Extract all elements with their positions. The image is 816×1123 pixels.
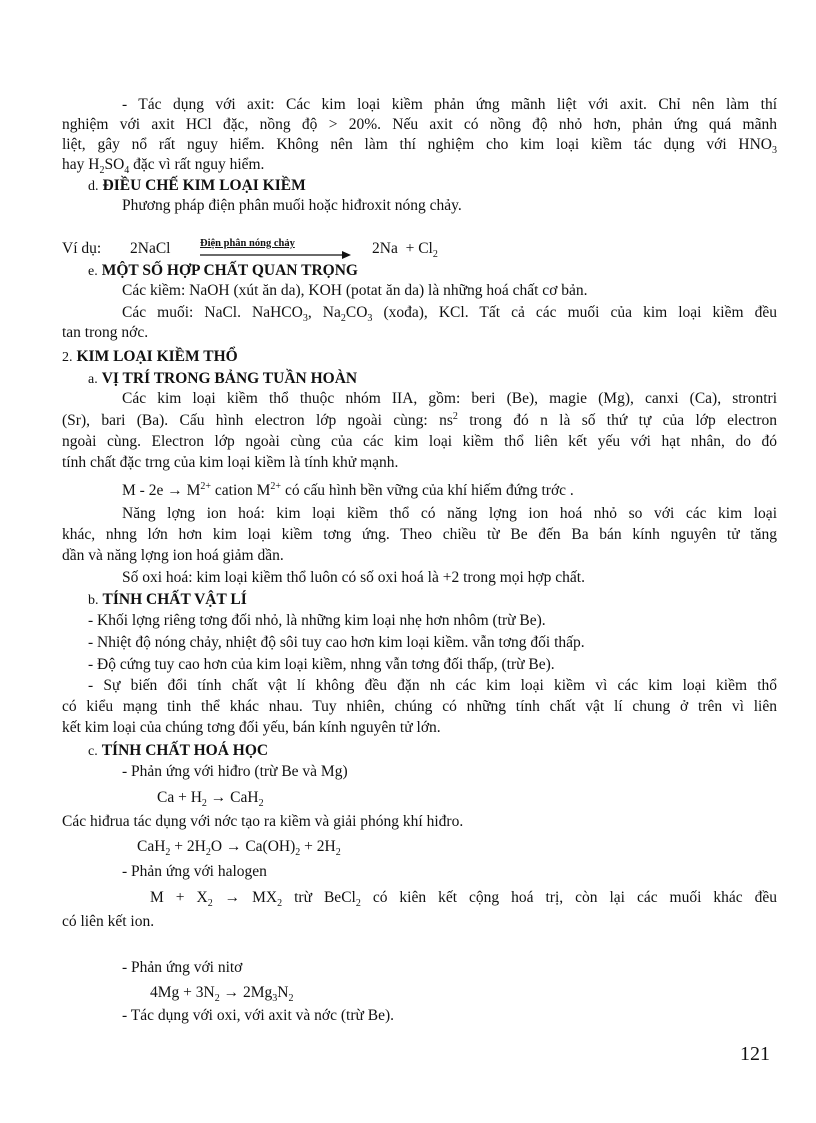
subscript: 3 [772,145,777,157]
text-span: - Phản ứng với halogen [122,863,267,880]
text-span: - Phản ứng với nitơ [122,959,243,976]
text-span: + 2H [300,838,336,855]
text-line [88,655,555,675]
text-line [122,762,348,782]
text-span: SO [104,156,125,173]
text-span: đặc vì rất nguy hiểm. [129,156,265,173]
text-span: 2Na [372,240,398,257]
text-line [122,568,585,588]
superscript: 2 [452,410,458,422]
text-line [122,196,462,216]
equation [157,788,264,808]
text-span: có kiên kết cộng hoá trị, còn lại các muối khác đều [360,889,778,906]
text-line [122,1006,394,1026]
heading-section-2 [62,347,238,368]
text-span: dần và năng lợng ion hoá giảm dần. [62,547,284,564]
subscript: 2 [165,847,171,859]
text-span: CaH [137,838,166,855]
heading-c [88,741,268,762]
equation-lhs: 2NaCl [130,240,171,257]
text-line [88,633,585,653]
heading-text: TÍNH CHẤT VẬT LÍ [102,591,247,608]
text-span: - Độ cứng tuy cao hơn của kim loại kiềm, nhng vẫn tơng đối thấp, (trừ Be). [88,656,555,673]
subscript: 2 [432,249,438,261]
text-line [62,697,777,717]
text-span: M + X [150,889,208,906]
heading-b [88,590,247,611]
heading-marker: b. [88,593,99,608]
text-span: trừ BeCl [294,889,356,906]
text-span: khác, nhng lớn hơn kim loại kiềm tơng ứng. Theo chiều từ Be đến Ba bán kính nguyên tử tăng [62,526,777,543]
arrow-icon: → [224,889,241,906]
arrow-icon: → [210,789,227,806]
text-line [122,958,242,978]
text-span: Các hiđrua tác dụng với nớc tạo ra kiềm và giải phóng khí hiđro. [62,813,464,830]
subscript: 3 [272,993,278,1005]
subscript: 2 [207,898,213,910]
subscript: 3 [367,313,373,325]
text-line [62,453,398,473]
subscript: 2 [295,847,301,859]
heading-a [88,369,357,390]
page-number: 121 [740,1043,770,1065]
text-span: + 2H [170,838,206,855]
text-span: Ca + H [157,789,202,806]
text-line [122,303,777,323]
text-line [62,432,777,452]
heading-text: ĐIỀU CHẾ KIM LOẠI KIỀM [102,177,306,194]
text-span: N [277,984,289,1001]
equation [150,983,293,1003]
text-span: - Sự biến đổi tính chất vật lí không đều đặn nh các kim loại kiềm vì các kim loại kiềm thổ [88,677,777,694]
heading-marker: a. [88,372,98,387]
heading-marker: c. [88,744,98,759]
heading-text: TÍNH CHẤT HOÁ HỌC [101,742,269,759]
subscript: 2 [205,847,211,859]
text-span: , Na [307,304,341,321]
subscript: 2 [258,798,264,810]
text-span: nghiệm với axit HCl đặc, nồng độ > 20%. Nếu axit có nồng độ nhỏ hơn, phản ứng quá mãnh [62,116,777,133]
text-span: M [182,482,201,499]
text-line [62,115,777,135]
text-line [62,718,441,738]
text-line [88,611,546,631]
text-span: - Tác dụng với oxi, với axit và nớc (trừ Be). [122,1007,395,1024]
heading-e [88,261,358,282]
text-span: 2Mg [239,984,273,1001]
text-span: - Tác dụng với axit: Các kim loại kiềm phản ứng mãnh liệt với axit. Chỉ nên làm thí [122,96,777,113]
text-span: có liên kết ion. [62,913,155,930]
text-line [62,411,777,431]
arrow-icon: → [223,984,240,1001]
text-span: kết kim loại của chúng tơng đối yếu, bán kính nguyên tử lớn. [62,719,441,736]
text-span: CO [345,304,368,321]
example-label: Ví dụ: [62,240,102,257]
text-span: - Phản ứng với hiđro (trừ Be và Mg) [122,763,348,780]
text-span: hay H [62,156,100,173]
text-line [150,888,777,908]
text-span: - Khối lợng riêng tơng đối nhỏ, là những kim loại nhẹ hơn nhôm (trừ Be). [88,612,546,629]
text-span: liệt, gây nổ rất nguy hiểm. Không nên làm thí nghiệm cho kim loại kiềm tác dụng với HNO [62,136,772,153]
text-line [122,862,267,882]
heading-text: VỊ TRÍ TRONG BẢNG TUẦN HOÀN [101,370,358,387]
subscript: 2 [288,993,294,1005]
text-span: O [210,838,226,855]
text-line [122,504,777,524]
superscript: 2+ [200,480,212,492]
subscript: 2 [340,313,346,325]
subscript: 2 [277,898,283,910]
text-line [88,676,777,696]
text-span: 4Mg + 3N [150,984,215,1001]
text-line [122,281,588,301]
text-span: ngoài cùng. Electron lớp ngoài cùng của các kim loại kiềm thổ liên kết yếu với hạt nhân, do đó [62,433,777,450]
subscript: 2 [214,993,220,1005]
text-span: Phương pháp điện phân muối hoặc hiđroxit nóng chảy. [122,197,462,214]
text-line [122,481,574,501]
text-line [62,812,463,832]
heading-marker: e. [88,264,98,279]
text-span: có cấu hình bền vững của khí hiếm đứng trớc . [281,482,574,499]
heading-d [88,176,306,197]
text-span: Ca(OH) [241,838,296,855]
text-span: có kiểu mạng tinh thể khác nhau. Tuy nhiên, chúng có những tính chất vật lí chung ở trên vì liên [62,698,777,715]
reaction-arrow-icon [200,250,352,260]
heading-marker: 2. [62,350,73,365]
text-span: tan trong nớc. [62,324,149,341]
equation-rhs [372,239,438,259]
text-span: CaH [226,789,259,806]
text-span: Năng lợng ion hoá: kim loại kiềm thổ có năng lợng ion hoá nhỏ so với các kim loại [122,505,777,522]
arrow-label: Điện phân nóng chảy [200,238,295,249]
heading-text: KIM LOẠI KIỀM THỔ [76,348,238,365]
text-line [62,546,284,566]
text-span: cation M [211,482,271,499]
text-line [122,95,777,115]
superscript: 2+ [270,480,282,492]
text-span: (xođa), KCl. Tất cả các muối của kim loại kiềm đều [372,304,777,321]
arrow-icon: → [225,838,242,855]
text-span: tính chất đặc trng của kim loại kiềm là tính khử mạnh. [62,454,399,471]
subscript: 4 [124,165,130,177]
heading-marker: d. [88,179,99,194]
heading-text: MỘT SỐ HỢP CHẤT QUAN TRỌNG [101,262,358,279]
text-line [62,135,777,155]
text-span: Các kiềm: NaOH (xút ăn da), KOH (potat ăn da) là những hoá chất cơ bản. [122,282,588,299]
subscript: 2 [355,898,361,910]
text-span: - Nhiệt độ nóng chảy, nhiệt độ sôi tuy cao hơn kim loại kiềm. vẫn tơng đối thấp. [88,634,585,651]
subscript: 3 [302,313,308,325]
text-span: Các kim loại kiềm thổ thuộc nhóm IIA, gồm: beri (Be), magie (Mg), canxi (Ca), strontri [122,390,777,407]
text-line [122,389,777,409]
subscript: 2 [335,847,341,859]
subscript: 2 [99,165,105,177]
text-span: M - 2e [122,482,168,499]
text-span: + Cl [405,240,433,257]
equation [137,837,341,857]
text-line [62,155,264,175]
text-line [62,323,148,343]
text-line [62,525,777,545]
text-line [62,912,154,932]
text-span: (Sr), bari (Ba). Cấu hình electron lớp ngoài cùng: ns [62,412,453,429]
subscript: 2 [201,798,207,810]
arrow-icon: → [167,482,183,499]
text-span: Số oxi hoá: kim loại kiềm thổ luôn có số oxi hoá là +2 trong mọi hợp chất. [122,569,585,586]
text-span: Các muối: NaCl. NaHCO [122,304,303,321]
text-span: trong đó n là số thứ tự của lớp electron [457,412,777,429]
text-span: MX [240,889,278,906]
